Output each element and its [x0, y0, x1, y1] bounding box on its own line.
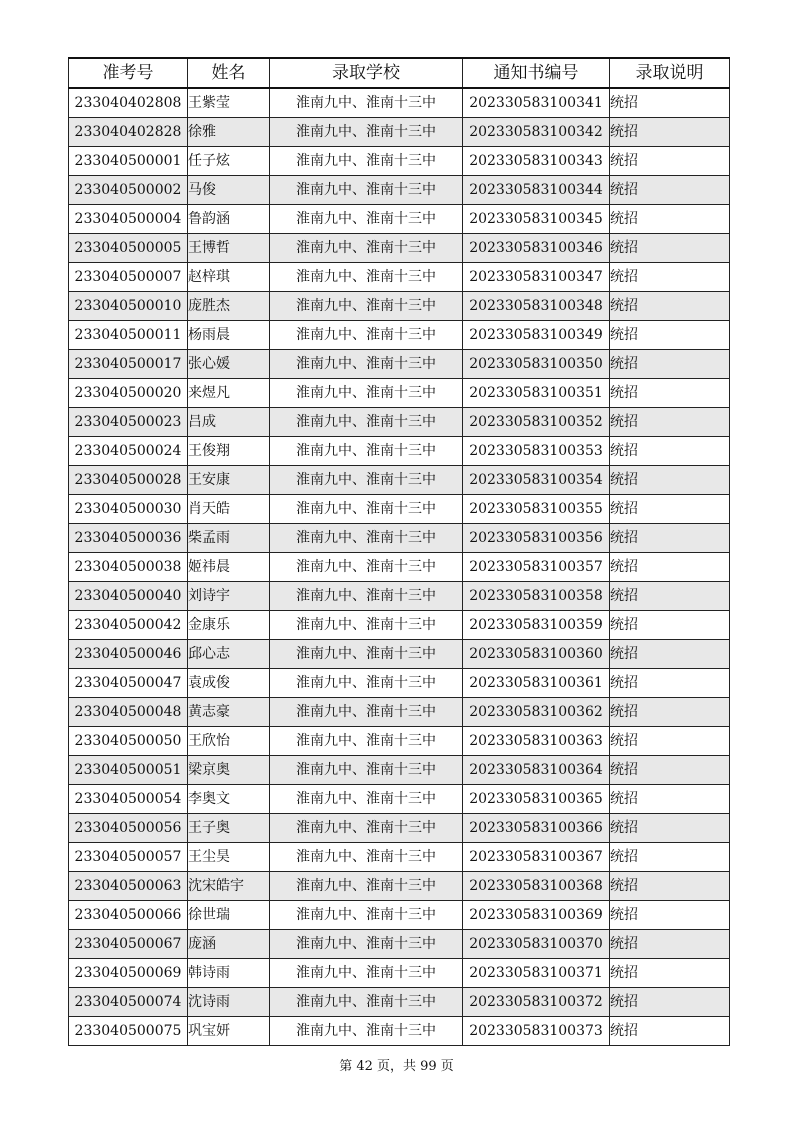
exam-id-cell: 233040500010: [69, 292, 188, 321]
table-row: [69, 582, 730, 611]
exam-id-cell: 233040500028: [69, 466, 188, 495]
school-cell: 淮南九中、淮南十三中: [270, 611, 463, 640]
table-row: [69, 988, 730, 1017]
name-cell: 王博哲: [188, 234, 270, 263]
school-cell: 淮南九中、淮南十三中: [270, 756, 463, 785]
school-cell: 淮南九中、淮南十三中: [270, 582, 463, 611]
exam-id-cell: 233040402828: [69, 118, 188, 147]
table-row: [69, 321, 730, 350]
admission-note-cell: 统招: [610, 698, 730, 727]
school-cell: 淮南九中、淮南十三中: [270, 292, 463, 321]
table-row: [69, 611, 730, 640]
admission-note-cell: 统招: [610, 756, 730, 785]
name-cell: 徐世瑞: [188, 901, 270, 930]
exam-id-cell: 233040500017: [69, 350, 188, 379]
school-cell: 淮南九中、淮南十三中: [270, 553, 463, 582]
name-cell: 王紫莹: [188, 88, 270, 118]
name-cell: 赵梓琪: [188, 263, 270, 292]
admission-note-cell: 统招: [610, 292, 730, 321]
admission-note-cell: 统招: [610, 118, 730, 147]
name-cell: 沈诗雨: [188, 988, 270, 1017]
notice-no-cell: 202330583100341: [463, 88, 610, 118]
notice-no-cell: 202330583100371: [463, 959, 610, 988]
table-row: [69, 756, 730, 785]
notice-no-cell: 202330583100373: [463, 1017, 610, 1046]
school-cell: 淮南九中、淮南十三中: [270, 872, 463, 901]
school-cell: 淮南九中、淮南十三中: [270, 698, 463, 727]
table-row: [69, 263, 730, 292]
school-cell: 淮南九中、淮南十三中: [270, 901, 463, 930]
school-cell: 淮南九中、淮南十三中: [270, 437, 463, 466]
notice-no-cell: 202330583100354: [463, 466, 610, 495]
name-cell: 袁成俊: [188, 669, 270, 698]
table-row: [69, 205, 730, 234]
exam-id-cell: 233040500001: [69, 147, 188, 176]
notice-no-cell: 202330583100365: [463, 785, 610, 814]
table-row: [69, 727, 730, 756]
name-cell: 任子炫: [188, 147, 270, 176]
exam-id-cell: 233040500047: [69, 669, 188, 698]
school-cell: 淮南九中、淮南十三中: [270, 205, 463, 234]
exam-id-cell: 233040500024: [69, 437, 188, 466]
name-cell: 王欣怡: [188, 727, 270, 756]
notice-no-cell: 202330583100352: [463, 408, 610, 437]
school-cell: 淮南九中、淮南十三中: [270, 350, 463, 379]
name-cell: 张心媛: [188, 350, 270, 379]
name-cell: 鲁韵涵: [188, 205, 270, 234]
name-cell: 黄志豪: [188, 698, 270, 727]
exam-id-cell: 233040500057: [69, 843, 188, 872]
school-cell: 淮南九中、淮南十三中: [270, 147, 463, 176]
exam-id-cell: 233040500023: [69, 408, 188, 437]
admission-note-cell: 统招: [610, 176, 730, 205]
notice-no-cell: 202330583100349: [463, 321, 610, 350]
name-cell: 沈宋皓宇: [188, 872, 270, 901]
table-row: [69, 901, 730, 930]
table-row: [69, 785, 730, 814]
admission-note-cell: 统招: [610, 437, 730, 466]
school-cell: 淮南九中、淮南十三中: [270, 988, 463, 1017]
table-row: [69, 292, 730, 321]
exam-id-cell: 233040500051: [69, 756, 188, 785]
school-cell: 淮南九中、淮南十三中: [270, 88, 463, 118]
admission-note-cell: 统招: [610, 350, 730, 379]
notice-no-cell: 202330583100360: [463, 640, 610, 669]
school-cell: 淮南九中、淮南十三中: [270, 408, 463, 437]
notice-no-cell: 202330583100356: [463, 524, 610, 553]
table-row: [69, 959, 730, 988]
name-cell: 邱心志: [188, 640, 270, 669]
notice-no-cell: 202330583100372: [463, 988, 610, 1017]
name-cell: 杨雨晨: [188, 321, 270, 350]
table-row: [69, 814, 730, 843]
table-row: [69, 234, 730, 263]
notice-no-cell: 202330583100363: [463, 727, 610, 756]
school-cell: 淮南九中、淮南十三中: [270, 640, 463, 669]
notice-no-cell: 202330583100347: [463, 263, 610, 292]
admission-note-cell: 统招: [610, 466, 730, 495]
notice-no-cell: 202330583100368: [463, 872, 610, 901]
school-cell: 淮南九中、淮南十三中: [270, 814, 463, 843]
name-cell: 金康乐: [188, 611, 270, 640]
admission-note-cell: 统招: [610, 669, 730, 698]
admission-note-cell: 统招: [610, 785, 730, 814]
table-row: [69, 437, 730, 466]
notice-no-cell: 202330583100366: [463, 814, 610, 843]
school-cell: 淮南九中、淮南十三中: [270, 176, 463, 205]
school-cell: 淮南九中、淮南十三中: [270, 263, 463, 292]
notice-no-cell: 202330583100367: [463, 843, 610, 872]
name-cell: 李奥文: [188, 785, 270, 814]
exam-id-cell: 233040500063: [69, 872, 188, 901]
school-cell: 淮南九中、淮南十三中: [270, 524, 463, 553]
admission-note-cell: 统招: [610, 582, 730, 611]
name-cell: 王尘昊: [188, 843, 270, 872]
school-cell: 淮南九中、淮南十三中: [270, 785, 463, 814]
notice-no-cell: 202330583100369: [463, 901, 610, 930]
table-row: [69, 1017, 730, 1046]
name-cell: 来煜凡: [188, 379, 270, 408]
admission-note-cell: 统招: [610, 263, 730, 292]
exam-id-cell: 233040500011: [69, 321, 188, 350]
school-cell: 淮南九中、淮南十三中: [270, 466, 463, 495]
notice-no-cell: 202330583100346: [463, 234, 610, 263]
name-cell: 梁京奥: [188, 756, 270, 785]
table-row: [69, 640, 730, 669]
exam-id-cell: 233040500054: [69, 785, 188, 814]
table-row: [69, 495, 730, 524]
admission-note-cell: 统招: [610, 843, 730, 872]
exam-id-cell: 233040500075: [69, 1017, 188, 1046]
admission-note-cell: 统招: [610, 727, 730, 756]
exam-id-cell: 233040500020: [69, 379, 188, 408]
notice-no-cell: 202330583100361: [463, 669, 610, 698]
admission-note-cell: 统招: [610, 640, 730, 669]
notice-no-cell: 202330583100342: [463, 118, 610, 147]
name-cell: 柴孟雨: [188, 524, 270, 553]
exam-id-cell: 233040500046: [69, 640, 188, 669]
admission-note-cell: 统招: [610, 408, 730, 437]
exam-id-cell: 233040500004: [69, 205, 188, 234]
page-footer: 第 42 页，共 99 页: [339, 1059, 454, 1074]
table-row: [69, 872, 730, 901]
exam-id-cell: 233040402808: [69, 88, 188, 118]
admission-note-cell: 统招: [610, 553, 730, 582]
name-cell: 王俊翔: [188, 437, 270, 466]
school-cell: 淮南九中、淮南十三中: [270, 234, 463, 263]
table-row: [69, 553, 730, 582]
name-cell: 肖天皓: [188, 495, 270, 524]
admission-note-cell: 统招: [610, 495, 730, 524]
notice-no-cell: 202330583100348: [463, 292, 610, 321]
admission-note-cell: 统招: [610, 321, 730, 350]
table-row: [69, 350, 730, 379]
notice-no-cell: 202330583100350: [463, 350, 610, 379]
notice-no-cell: 202330583100358: [463, 582, 610, 611]
school-cell: 淮南九中、淮南十三中: [270, 495, 463, 524]
header-notice-no: 通知书编号: [463, 58, 610, 88]
admission-table: [68, 57, 730, 1046]
admission-note-cell: 统招: [610, 379, 730, 408]
exam-id-cell: 233040500036: [69, 524, 188, 553]
header-school: 录取学校: [270, 58, 463, 88]
school-cell: 淮南九中、淮南十三中: [270, 843, 463, 872]
name-cell: 吕成: [188, 408, 270, 437]
table-row: [69, 669, 730, 698]
table-row: [69, 408, 730, 437]
exam-id-cell: 233040500066: [69, 901, 188, 930]
exam-id-cell: 233040500005: [69, 234, 188, 263]
table-row: [69, 698, 730, 727]
exam-id-cell: 233040500074: [69, 988, 188, 1017]
name-cell: 韩诗雨: [188, 959, 270, 988]
school-cell: 淮南九中、淮南十三中: [270, 118, 463, 147]
table-row: [69, 930, 730, 959]
admission-note-cell: 统招: [610, 930, 730, 959]
admission-note-cell: 统招: [610, 959, 730, 988]
school-cell: 淮南九中、淮南十三中: [270, 930, 463, 959]
header-name: 姓名: [188, 58, 270, 88]
exam-id-cell: 233040500050: [69, 727, 188, 756]
name-cell: 刘诗宇: [188, 582, 270, 611]
admission-note-cell: 统招: [610, 147, 730, 176]
admission-note-cell: 统招: [610, 88, 730, 118]
name-cell: 徐雅: [188, 118, 270, 147]
exam-id-cell: 233040500042: [69, 611, 188, 640]
table-row: [69, 147, 730, 176]
table-row: [69, 843, 730, 872]
table-row: [69, 176, 730, 205]
name-cell: 巩宝妍: [188, 1017, 270, 1046]
name-cell: 王子奥: [188, 814, 270, 843]
table-row: [69, 466, 730, 495]
notice-no-cell: 202330583100355: [463, 495, 610, 524]
notice-no-cell: 202330583100364: [463, 756, 610, 785]
table-row: [69, 88, 730, 118]
admission-note-cell: 统招: [610, 524, 730, 553]
exam-id-cell: 233040500007: [69, 263, 188, 292]
exam-id-cell: 233040500067: [69, 930, 188, 959]
table-header-row: [69, 58, 730, 88]
admission-note-cell: 统招: [610, 814, 730, 843]
notice-no-cell: 202330583100343: [463, 147, 610, 176]
admission-note-cell: 统招: [610, 234, 730, 263]
school-cell: 淮南九中、淮南十三中: [270, 379, 463, 408]
admission-note-cell: 统招: [610, 872, 730, 901]
exam-id-cell: 233040500069: [69, 959, 188, 988]
notice-no-cell: 202330583100362: [463, 698, 610, 727]
admission-note-cell: 统招: [610, 611, 730, 640]
notice-no-cell: 202330583100344: [463, 176, 610, 205]
admission-note-cell: 统招: [610, 1017, 730, 1046]
notice-no-cell: 202330583100357: [463, 553, 610, 582]
name-cell: 马俊: [188, 176, 270, 205]
school-cell: 淮南九中、淮南十三中: [270, 1017, 463, 1046]
school-cell: 淮南九中、淮南十三中: [270, 727, 463, 756]
header-exam-id: 准考号: [69, 58, 188, 88]
exam-id-cell: 233040500048: [69, 698, 188, 727]
table-row: [69, 524, 730, 553]
notice-no-cell: 202330583100345: [463, 205, 610, 234]
exam-id-cell: 233040500002: [69, 176, 188, 205]
school-cell: 淮南九中、淮南十三中: [270, 669, 463, 698]
exam-id-cell: 233040500056: [69, 814, 188, 843]
name-cell: 姬祎晨: [188, 553, 270, 582]
table-row: [69, 379, 730, 408]
admission-note-cell: 统招: [610, 901, 730, 930]
school-cell: 淮南九中、淮南十三中: [270, 959, 463, 988]
name-cell: 庞涵: [188, 930, 270, 959]
school-cell: 淮南九中、淮南十三中: [270, 321, 463, 350]
notice-no-cell: 202330583100351: [463, 379, 610, 408]
name-cell: 王安康: [188, 466, 270, 495]
exam-id-cell: 233040500038: [69, 553, 188, 582]
exam-id-cell: 233040500030: [69, 495, 188, 524]
table-body: [69, 88, 730, 1046]
exam-id-cell: 233040500040: [69, 582, 188, 611]
name-cell: 庞胜杰: [188, 292, 270, 321]
admission-note-cell: 统招: [610, 988, 730, 1017]
table-row: [69, 118, 730, 147]
notice-no-cell: 202330583100359: [463, 611, 610, 640]
notice-no-cell: 202330583100370: [463, 930, 610, 959]
notice-no-cell: 202330583100353: [463, 437, 610, 466]
admission-note-cell: 统招: [610, 205, 730, 234]
header-admission-note: 录取说明: [610, 58, 730, 88]
